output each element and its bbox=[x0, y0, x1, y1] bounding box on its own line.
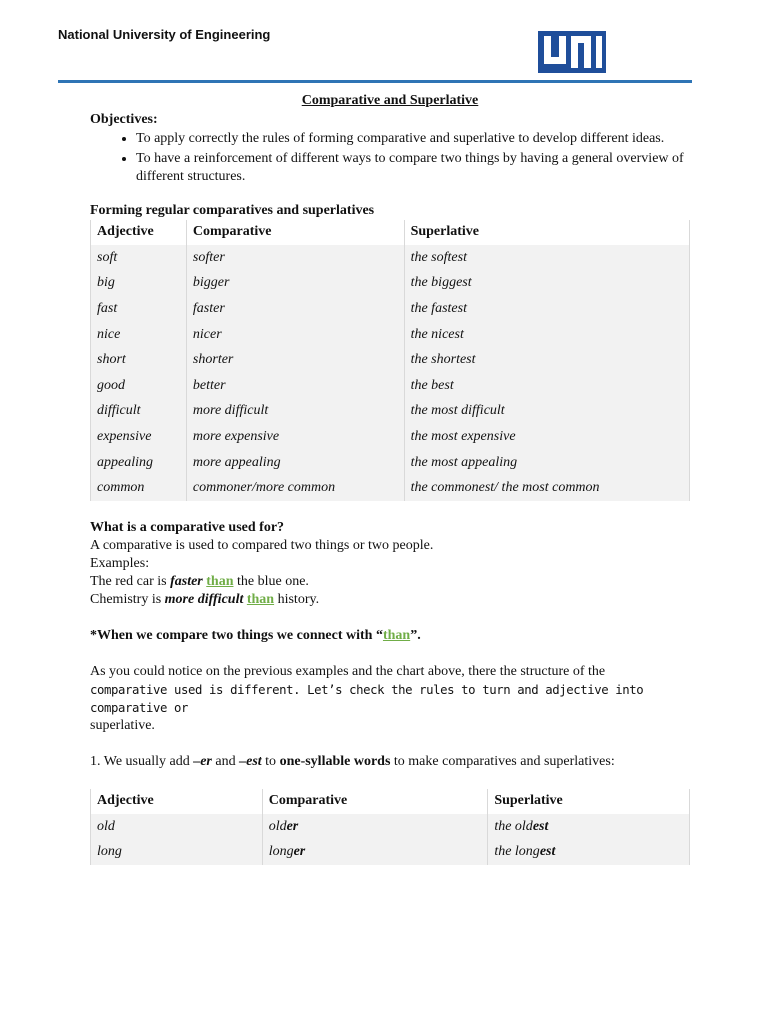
examples-label: Examples: bbox=[90, 555, 150, 571]
adjective-cell: soft bbox=[91, 245, 187, 271]
column-header: Adjective bbox=[91, 789, 263, 814]
column-header: Superlative bbox=[488, 789, 690, 814]
comparative-cell bbox=[262, 840, 488, 866]
table-header-row bbox=[91, 789, 690, 814]
column-header: Comparative bbox=[186, 220, 404, 245]
adjective-cell: big bbox=[91, 271, 187, 297]
superlative-suffix: est bbox=[539, 844, 556, 860]
superlative-cell: the most expensive bbox=[404, 424, 689, 450]
comparative-cell: better bbox=[186, 373, 404, 399]
table-row bbox=[91, 373, 690, 399]
rule-text: and bbox=[211, 753, 240, 769]
superlative-cell: the most difficult bbox=[404, 399, 689, 425]
superlative-cell: the best bbox=[404, 373, 689, 399]
example-sentence-2 bbox=[90, 591, 690, 609]
adjective-cell: nice bbox=[91, 322, 187, 348]
adjective-cell: good bbox=[91, 373, 187, 399]
comparative-cell: commoner/more common bbox=[186, 475, 404, 501]
superlative-base: the long bbox=[494, 844, 540, 860]
document-body bbox=[90, 92, 690, 865]
example-adjective: more difficult bbox=[164, 591, 244, 607]
adjective-cell: short bbox=[91, 347, 187, 373]
superlative-cell: the nicest bbox=[404, 322, 689, 348]
superlative-cell: the biggest bbox=[404, 271, 689, 297]
superlative-cell: the fastest bbox=[404, 296, 689, 322]
one-syllable-table bbox=[90, 789, 690, 865]
comparative-cell: shorter bbox=[186, 347, 404, 373]
table-row bbox=[91, 475, 690, 501]
objectives-list bbox=[90, 130, 690, 186]
comparative-use-heading: What is a comparative used for? bbox=[90, 519, 285, 535]
comparative-suffix: er bbox=[286, 818, 299, 834]
example-text: Chemistry is bbox=[90, 591, 165, 607]
comparative-cell: more difficult bbox=[186, 399, 404, 425]
header-rule bbox=[58, 80, 692, 83]
table-row bbox=[91, 840, 690, 866]
superlative-cell: the shortest bbox=[404, 347, 689, 373]
superlative-base: the old bbox=[494, 818, 533, 834]
column-header: Comparative bbox=[262, 789, 488, 814]
table-row bbox=[91, 814, 690, 840]
table-row bbox=[91, 347, 690, 373]
comparative-cell: faster bbox=[186, 296, 404, 322]
adjective-cell bbox=[91, 814, 263, 840]
comparative-cell: softer bbox=[186, 245, 404, 271]
rule-text: to bbox=[261, 753, 280, 769]
adjective-cell: common bbox=[91, 475, 187, 501]
adjective-cell bbox=[91, 840, 263, 866]
adjective-cell: difficult bbox=[91, 399, 187, 425]
one-syllable-table-body bbox=[91, 814, 690, 865]
uni-logo bbox=[538, 31, 606, 73]
rule-text: to make comparatives and superlatives: bbox=[390, 753, 615, 769]
suffix-er: –er bbox=[193, 753, 212, 769]
example-adjective: faster bbox=[170, 573, 203, 589]
regular-forms-heading: Forming regular comparatives and superlatives bbox=[90, 203, 375, 218]
comparative-cell: more appealing bbox=[186, 450, 404, 476]
rule-1 bbox=[90, 753, 690, 771]
connector-than: than bbox=[206, 573, 234, 589]
comparative-base: old bbox=[268, 818, 287, 834]
connector-than: than bbox=[246, 591, 275, 607]
than-note bbox=[90, 627, 690, 645]
table-row bbox=[91, 296, 690, 322]
suffix-est: –est bbox=[239, 753, 262, 769]
comparative-suffix: er bbox=[293, 844, 306, 860]
table-row bbox=[91, 450, 690, 476]
note-than: than bbox=[382, 627, 411, 643]
example-sentence-1 bbox=[90, 573, 690, 591]
objectives-heading: Objectives: bbox=[90, 112, 158, 127]
note-text: *When we compare two things we connect with “ bbox=[90, 627, 383, 643]
table-row bbox=[91, 271, 690, 297]
example-text: the blue one. bbox=[233, 573, 309, 589]
superlative-cell: the commonest/ the most common bbox=[404, 475, 689, 501]
table-header-row bbox=[91, 220, 690, 245]
adjective-cell: expensive bbox=[91, 424, 187, 450]
paragraph-line: comparative used is different. Let’s check the rules to turn and adjective into comparative or bbox=[90, 682, 644, 715]
regular-forms-table bbox=[90, 220, 690, 501]
comparative-cell: bigger bbox=[186, 271, 404, 297]
rule-text: 1. We usually add bbox=[90, 753, 194, 769]
column-header: Superlative bbox=[404, 220, 689, 245]
table-row bbox=[91, 424, 690, 450]
objective-item: • To have a reinforcement of different ways to compare two things by having a general overview of different structures. bbox=[136, 150, 690, 186]
superlative-cell bbox=[488, 840, 690, 866]
superlative-cell: the most appealing bbox=[404, 450, 689, 476]
rule-emphasis: one-syllable words bbox=[279, 753, 391, 769]
organization-name: National University of Engineering bbox=[58, 27, 271, 42]
document-title: Comparative and Superlative bbox=[301, 93, 479, 108]
comparative-cell: more expensive bbox=[186, 424, 404, 450]
comparative-base: long bbox=[268, 844, 294, 860]
adjective-cell: fast bbox=[91, 296, 187, 322]
table-row bbox=[91, 322, 690, 348]
comparative-cell: nicer bbox=[186, 322, 404, 348]
superlative-suffix: est bbox=[532, 818, 549, 834]
adjective-text: long bbox=[97, 844, 122, 860]
table-row bbox=[91, 399, 690, 425]
paragraph-line: superlative. bbox=[90, 717, 155, 733]
comparative-definition: A comparative is used to compared two things or two people. bbox=[90, 537, 434, 553]
example-text: The red car is bbox=[90, 573, 171, 589]
regular-forms-table-body bbox=[91, 245, 690, 501]
table-row bbox=[91, 245, 690, 271]
adjective-text: old bbox=[97, 818, 115, 834]
note-text: ”. bbox=[410, 627, 421, 643]
objective-item: • To apply correctly the rules of forming comparative and superlative to develop different ideas. bbox=[136, 130, 690, 148]
example-text: history. bbox=[274, 591, 320, 607]
superlative-cell: the softest bbox=[404, 245, 689, 271]
paragraph-line: As you could notice on the previous examples and the chart above, there the structure of the bbox=[90, 663, 606, 679]
adjective-cell: appealing bbox=[91, 450, 187, 476]
superlative-cell bbox=[488, 814, 690, 840]
comparative-cell bbox=[262, 814, 488, 840]
column-header: Adjective bbox=[91, 220, 187, 245]
